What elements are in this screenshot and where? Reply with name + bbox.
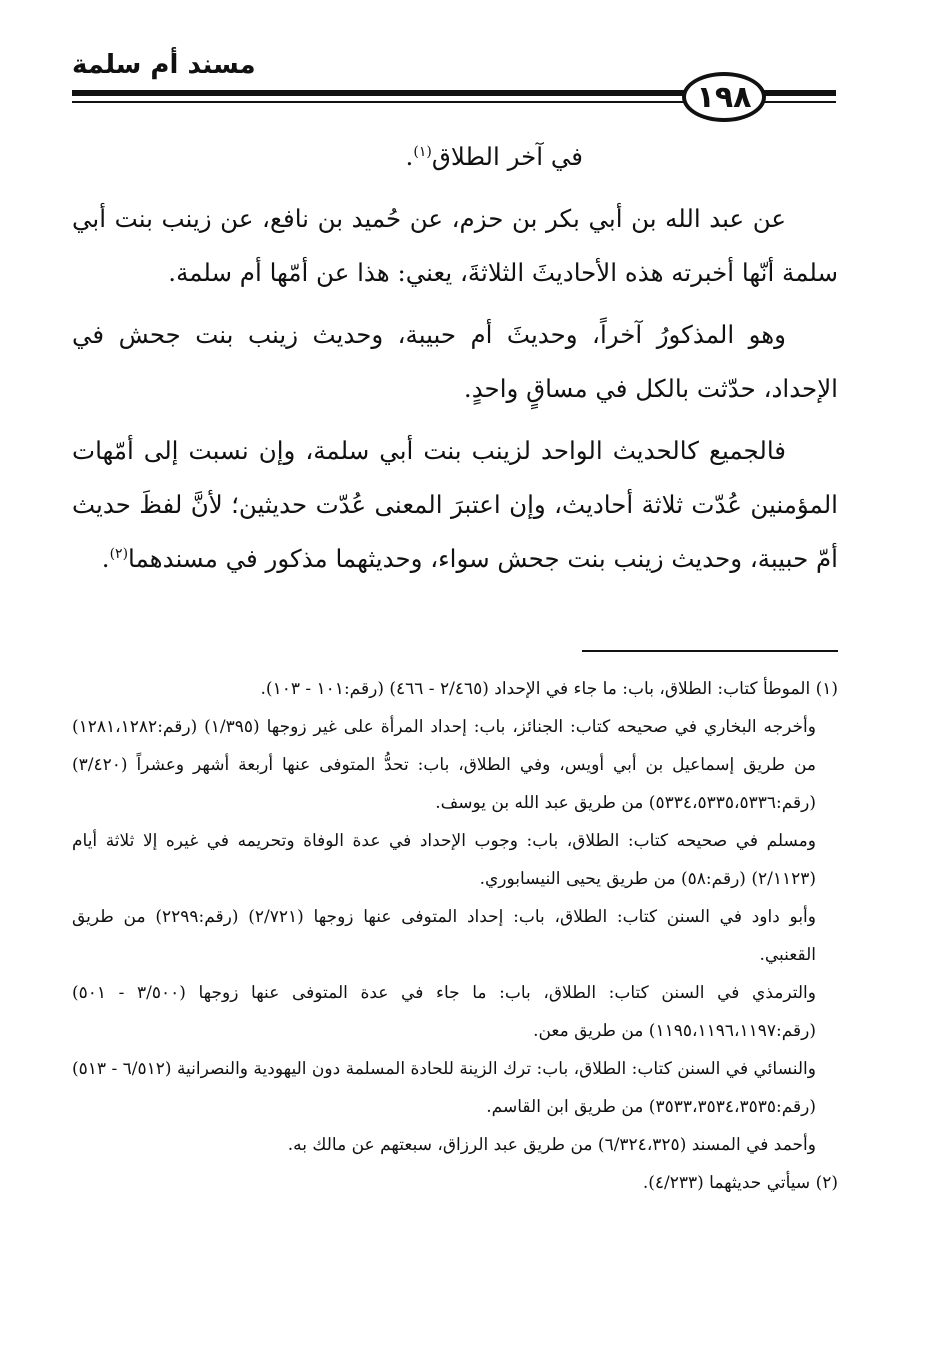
paragraph-4-end: .: [101, 544, 110, 573]
footnotes: [72, 670, 838, 1202]
footnote-1: (١) الموطأ كتاب: الطلاق، باب: ما جاء في الإحداد (٢/٤٦٥ - ٤٦٦) (رقم:١٠١ - ١٠٣).: [260, 679, 838, 699]
paragraph-1: [72, 130, 838, 184]
footnote-1-bukhari: وأخرجه البخاري في صحيحه كتاب: الجنائز، باب: إحداد المرأة على غير زوجها (١/٣٩٥) (رقم:١٢٨١،١٢٨٢) من طريق إسماعيل بن أبي أويس، وفي الطلاق، باب: تحدُّ المتوفى عنها أربعة أشهر وعشراً (٣/٤٢٠) (رقم:٥٣٣٤،٥٣٣٥،٥٣٣٦) من طريق عبد الله بن يوسف.: [72, 717, 816, 813]
footnote-1-tirmidhi: والترمذي في السنن كتاب: الطلاق، باب: ما جاء في عدة المتوفى عنها زوجها (٣/٥٠٠ - ٥٠١) (رقم:١١٩٥،١١٩٦،١١٩٧) من طريق معن.: [72, 983, 816, 1041]
footnote-ref-2[interactable]: (٢): [109, 545, 129, 562]
footnote-2: (٢) سيأتي حديثهما (٤/٢٣٣).: [642, 1173, 838, 1193]
footnote-1-abudawud: وأبو داود في السنن كتاب: الطلاق، باب: إحداد المتوفى عنها زوجها (٢/٧٢١) (رقم:٢٢٩٩) من طريق القعنبي.: [72, 907, 816, 965]
paragraph-1-text: في آخر الطلاق: [431, 142, 583, 171]
paragraph-2: عن عبد الله بن أبي بكر بن حزم، عن حُميد بن نافع، عن زينب بنت أبي سلمة أنّها أخبرته هذه الأحاديثَ الثلاثةَ، يعني: هذا عن أمّها أم سلمة.: [72, 204, 838, 287]
book-title: مسند أم سلمة: [72, 50, 256, 80]
paragraph-4-text: فالجميع كالحديث الواحد لزينب بنت أبي سلمة، وإن نسبت إلى أمّهات المؤمنين عُدّت ثلاثة أحاديث، وإن اعتبرَ المعنى عُدّت حديثين؛ لأنَّ لفظَ حديث أمّ حبيبة، وحديث زينب بنت جحش سواء، وحديثهما مذكور في مسندهما: [72, 436, 838, 573]
header-rule-right-thin: [762, 101, 836, 103]
main-text: [72, 130, 838, 586]
page-number: ١٩٨: [682, 72, 766, 122]
footnote-1-nasai: والنسائي في السنن كتاب: الطلاق، باب: ترك الزينة للحادة المسلمة دون اليهودية والنصرانية (٦/٥١٢ - ٥١٣) (رقم:٣٥٣٣،٣٥٣٤،٣٥٣٥) من طريق ابن القاسم.: [72, 1059, 816, 1117]
paragraph-3: وهو المذكورُ آخراً، وحديثَ أم حبيبة، وحديث زينب بنت جحش في الإحداد، حدّثت بالكل في مساقٍ واحدٍ.: [72, 320, 838, 403]
header-rule-right-thick: [762, 90, 836, 96]
footnote-1-ahmad: وأحمد في المسند (٦/٣٢٤،٣٢٥) من طريق عبد الرزاق، سبعتهم عن مالك به.: [287, 1135, 816, 1155]
page-header: [0, 0, 944, 135]
paragraph-4: [72, 424, 838, 586]
footnote-divider: [582, 650, 838, 652]
header-rule-thin: [72, 101, 687, 103]
footnote-ref-1[interactable]: (١): [413, 143, 432, 160]
header-rule-thick: [72, 90, 687, 96]
paragraph-1-end: .: [405, 142, 414, 171]
footnote-1-muslim: ومسلم في صحيحه كتاب: الطلاق، باب: وجوب الإحداد في عدة الوفاة وتحريمه في غيره إلا ثلاثة أيام (٢/١١٢٣) (رقم:٥٨) من طريق يحيى النيسابوري.: [72, 831, 816, 889]
